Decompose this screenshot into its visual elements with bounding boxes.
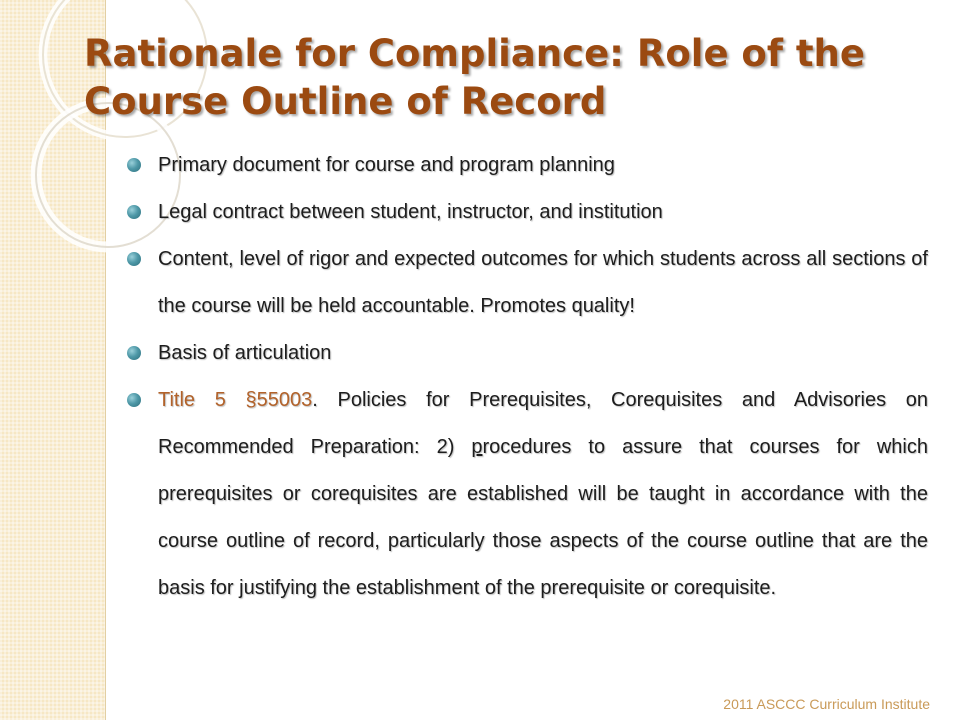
title5-text-a: . Policies for Prerequisites, Corequisites and Advisories on Recommended Preparation: 2) xyxy=(158,389,929,458)
bullet-list xyxy=(126,142,928,612)
bullet-dot-icon xyxy=(127,205,141,219)
footer-text: 2011 ASCCC Curriculum Institute xyxy=(723,696,930,712)
bullet-dot-icon xyxy=(127,158,141,172)
title5-underlined-letter: p xyxy=(471,436,483,458)
bullet-item xyxy=(126,236,928,330)
bullet-dot-icon xyxy=(127,393,141,407)
slide-title: Rationale for Compliance: Role of the Course Outline of Record xyxy=(84,32,865,123)
bullet-text: Basis of articulation xyxy=(158,342,332,364)
bullet-item-title5 xyxy=(126,377,928,612)
bullet-text: Legal contract between student, instructor, and institution xyxy=(158,201,663,223)
bullet-dot-icon xyxy=(127,252,141,266)
bullet-item xyxy=(126,330,928,377)
bullet-dot-icon xyxy=(127,346,141,360)
bullet-item xyxy=(126,189,928,236)
title5-link[interactable]: Title 5 §55003 xyxy=(158,389,313,411)
bullet-item xyxy=(126,142,928,189)
bullet-text: Content, level of rigor and expected outcomes for which students across all sections of the course will be held accountable. Promotes quality! xyxy=(158,248,928,317)
bullet-text: Primary document for course and program planning xyxy=(158,154,615,176)
title5-text-b: rocedures to assure that courses for which prerequisites or corequisites are established will be taught in accordance with the course outline of record, particularly those aspects of the course outline that are the basis for justifying the establishment of the prerequisite or corequisite. xyxy=(158,436,928,599)
